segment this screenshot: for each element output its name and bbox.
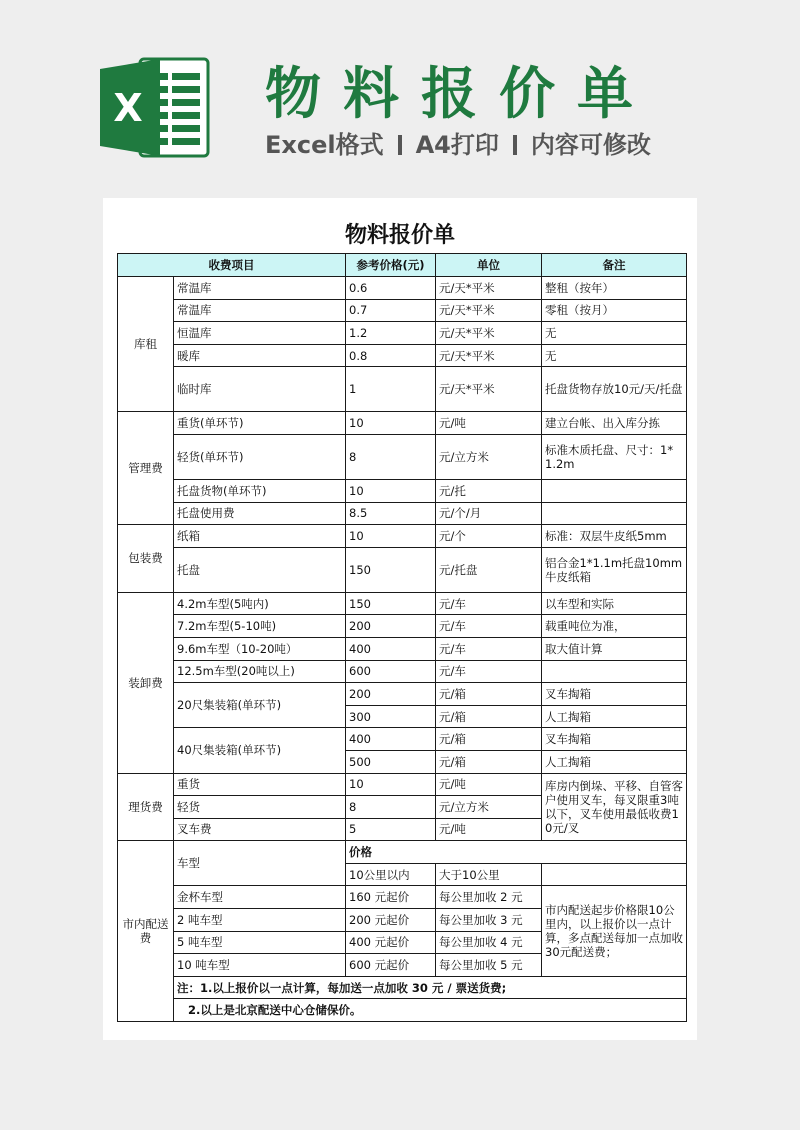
price-cell: 200 [346, 615, 436, 638]
footnote-2: 2.以上是北京配送中心仓储保价。 [174, 999, 687, 1022]
remark-cell: 标准：双层牛皮纸5mm [542, 525, 687, 548]
remark-cell: 人工掏箱 [542, 750, 687, 773]
banner [0, 0, 800, 190]
table-row [118, 637, 687, 660]
price-cell: 300 [346, 705, 436, 728]
item-cell: 临时库 [174, 367, 346, 412]
excel-logo-icon [100, 55, 210, 160]
unit-cell: 元/立方米 [436, 796, 542, 819]
unit-cell: 元/个 [436, 525, 542, 548]
price-cell: 160 元起价 [346, 886, 436, 909]
remark-cell [542, 502, 687, 525]
unit-cell: 每公里加收 2 元 [436, 886, 542, 909]
item-cell: 叉车费 [174, 818, 346, 841]
item-cell: 轻货(单环节) [174, 434, 346, 479]
blank-cell [542, 863, 687, 886]
item-cell: 5 吨车型 [174, 931, 346, 954]
item-cell: 常温库 [174, 299, 346, 322]
document-title: 物料报价单 [344, 223, 455, 248]
price-cell: 200 [346, 683, 436, 706]
price-cell: 400 [346, 728, 436, 751]
subtitle-editable: 内容可修改 [530, 131, 651, 159]
header-price: 参考价格(元) [346, 254, 436, 277]
remark-cell [542, 479, 687, 502]
remark-cell: 人工掏箱 [542, 705, 687, 728]
table-row [118, 773, 687, 796]
item-cell: 轻货 [174, 796, 346, 819]
price-cell: 500 [346, 750, 436, 773]
price-cell: 5 [346, 818, 436, 841]
unit-cell: 元/天*平米 [436, 344, 542, 367]
price-label: 价格 [346, 841, 687, 864]
unit-cell: 元/箱 [436, 705, 542, 728]
header-item: 收费项目 [118, 254, 346, 277]
price-cell: 150 [346, 547, 436, 592]
unit-cell: 元/车 [436, 615, 542, 638]
unit-cell: 每公里加收 3 元 [436, 909, 542, 932]
item-cell: 20尺集装箱(单环节) [174, 683, 346, 728]
remark-cell: 无 [542, 344, 687, 367]
item-cell: 4.2m车型(5吨内) [174, 592, 346, 615]
price-cell: 8 [346, 434, 436, 479]
unit-cell: 元/车 [436, 637, 542, 660]
remark-cell [542, 660, 687, 683]
category-loading: 装卸费 [118, 592, 174, 773]
item-cell: 常温库 [174, 277, 346, 300]
item-cell: 重货(单环节) [174, 412, 346, 435]
unit-cell: 元/车 [436, 592, 542, 615]
banner-title: 物料报价单 [265, 62, 655, 127]
table-row [118, 344, 687, 367]
quotation-table [117, 253, 687, 1022]
unit-cell: 每公里加收 4 元 [436, 931, 542, 954]
price-cell: 10 [346, 773, 436, 796]
table-row [118, 841, 687, 864]
table-row [118, 660, 687, 683]
price-cell: 600 [346, 660, 436, 683]
price-cell: 150 [346, 592, 436, 615]
remark-cell: 取大值计算 [542, 637, 687, 660]
table-row [118, 299, 687, 322]
unit-cell: 元/立方米 [436, 434, 542, 479]
table-row [118, 502, 687, 525]
svg-text:X: X [113, 86, 143, 130]
table-row [118, 525, 687, 548]
unit-cell: 元/个/月 [436, 502, 542, 525]
price-cell: 0.6 [346, 277, 436, 300]
table-row [118, 547, 687, 592]
unit-cell: 元/托盘 [436, 547, 542, 592]
category-management: 管理费 [118, 412, 174, 525]
table-row [118, 479, 687, 502]
unit-cell: 每公里加收 5 元 [436, 954, 542, 977]
unit-cell: 元/天*平米 [436, 367, 542, 412]
unit-cell: 元/吨 [436, 773, 542, 796]
item-cell: 12.5m车型(20吨以上) [174, 660, 346, 683]
price-cell: 0.8 [346, 344, 436, 367]
unit-cell: 元/箱 [436, 728, 542, 751]
table-row [118, 886, 687, 909]
remark-cell: 市内配送起步价格限10公里内，以上报价以一点计算，多点配送每加一点加收30元配送费； [542, 886, 687, 976]
price-cell: 10 [346, 412, 436, 435]
remark-cell: 载重吨位为准， [542, 615, 687, 638]
item-cell: 托盘使用费 [174, 502, 346, 525]
quotation-sheet [103, 198, 697, 1040]
table-row [118, 728, 687, 751]
item-cell: 纸箱 [174, 525, 346, 548]
item-cell: 2 吨车型 [174, 909, 346, 932]
header-unit: 单位 [436, 254, 542, 277]
banner-subtitle [265, 125, 651, 160]
category-delivery: 市内配送费 [118, 841, 174, 1022]
divider [398, 135, 402, 155]
price-cell: 0.7 [346, 299, 436, 322]
price-cell: 1.2 [346, 322, 436, 345]
table-row [118, 434, 687, 479]
item-cell: 恒温库 [174, 322, 346, 345]
price-cell: 10 [346, 479, 436, 502]
table-row [118, 615, 687, 638]
unit-cell: 元/箱 [436, 683, 542, 706]
sub-header-near: 10公里以内 [346, 863, 436, 886]
unit-cell: 元/天*平米 [436, 299, 542, 322]
price-cell: 400 [346, 637, 436, 660]
price-cell: 600 元起价 [346, 954, 436, 977]
vehicle-label: 车型 [174, 841, 346, 886]
table-row [118, 367, 687, 412]
unit-cell: 元/天*平米 [436, 322, 542, 345]
price-cell: 200 元起价 [346, 909, 436, 932]
table-row [118, 277, 687, 300]
subtitle-print: A4打印 [415, 131, 499, 159]
sub-header-far: 大于10公里 [436, 863, 542, 886]
remark-cell: 零租（按月） [542, 299, 687, 322]
table-row [118, 683, 687, 706]
price-cell: 8.5 [346, 502, 436, 525]
item-cell: 40尺集装箱(单环节) [174, 728, 346, 773]
divider [513, 135, 517, 155]
category-storage: 库租 [118, 277, 174, 412]
remark-cell: 以车型和实际 [542, 592, 687, 615]
remark-cell: 库房内倒垛、平移、自管客户使用叉车，每叉限重3吨以下，叉车使用最低收费10元/叉 [542, 773, 687, 841]
table-row [118, 999, 687, 1022]
item-cell: 9.6m车型（10-20吨） [174, 637, 346, 660]
price-cell: 1 [346, 367, 436, 412]
subtitle-format: Excel格式 [265, 131, 384, 159]
item-cell: 7.2m车型(5-10吨) [174, 615, 346, 638]
table-row [118, 322, 687, 345]
item-cell: 10 吨车型 [174, 954, 346, 977]
category-handling: 理货费 [118, 773, 174, 841]
remark-cell: 整租（按年） [542, 277, 687, 300]
unit-cell: 元/吨 [436, 818, 542, 841]
remark-cell: 叉车掏箱 [542, 683, 687, 706]
item-cell: 托盘货物(单环节) [174, 479, 346, 502]
price-cell: 10 [346, 525, 436, 548]
remark-cell: 铝合金1*1.1m托盘10mm牛皮纸箱 [542, 547, 687, 592]
price-cell: 400 元起价 [346, 931, 436, 954]
item-cell: 托盘 [174, 547, 346, 592]
item-cell: 暖库 [174, 344, 346, 367]
header-remark: 备注 [542, 254, 687, 277]
item-cell: 金杯车型 [174, 886, 346, 909]
price-cell: 8 [346, 796, 436, 819]
table-row [118, 592, 687, 615]
footnote-1: 注：1.以上报价以一点计算，每加送一点加收 30 元 / 票送货费; [174, 976, 687, 999]
remark-cell: 建立台帐、出入库分拣 [542, 412, 687, 435]
unit-cell: 元/车 [436, 660, 542, 683]
category-packaging: 包装费 [118, 525, 174, 593]
unit-cell: 元/吨 [436, 412, 542, 435]
unit-cell: 元/托 [436, 479, 542, 502]
unit-cell: 元/天*平米 [436, 277, 542, 300]
unit-cell: 元/箱 [436, 750, 542, 773]
item-cell: 重货 [174, 773, 346, 796]
table-row [118, 412, 687, 435]
table-row [118, 976, 687, 999]
table-header-row [118, 254, 687, 277]
remark-cell: 无 [542, 322, 687, 345]
remark-cell: 叉车掏箱 [542, 728, 687, 751]
remark-cell: 托盘货物存放10元/天/托盘 [542, 367, 687, 412]
remark-cell: 标准木质托盘、尺寸：1*1.2m [542, 434, 687, 479]
